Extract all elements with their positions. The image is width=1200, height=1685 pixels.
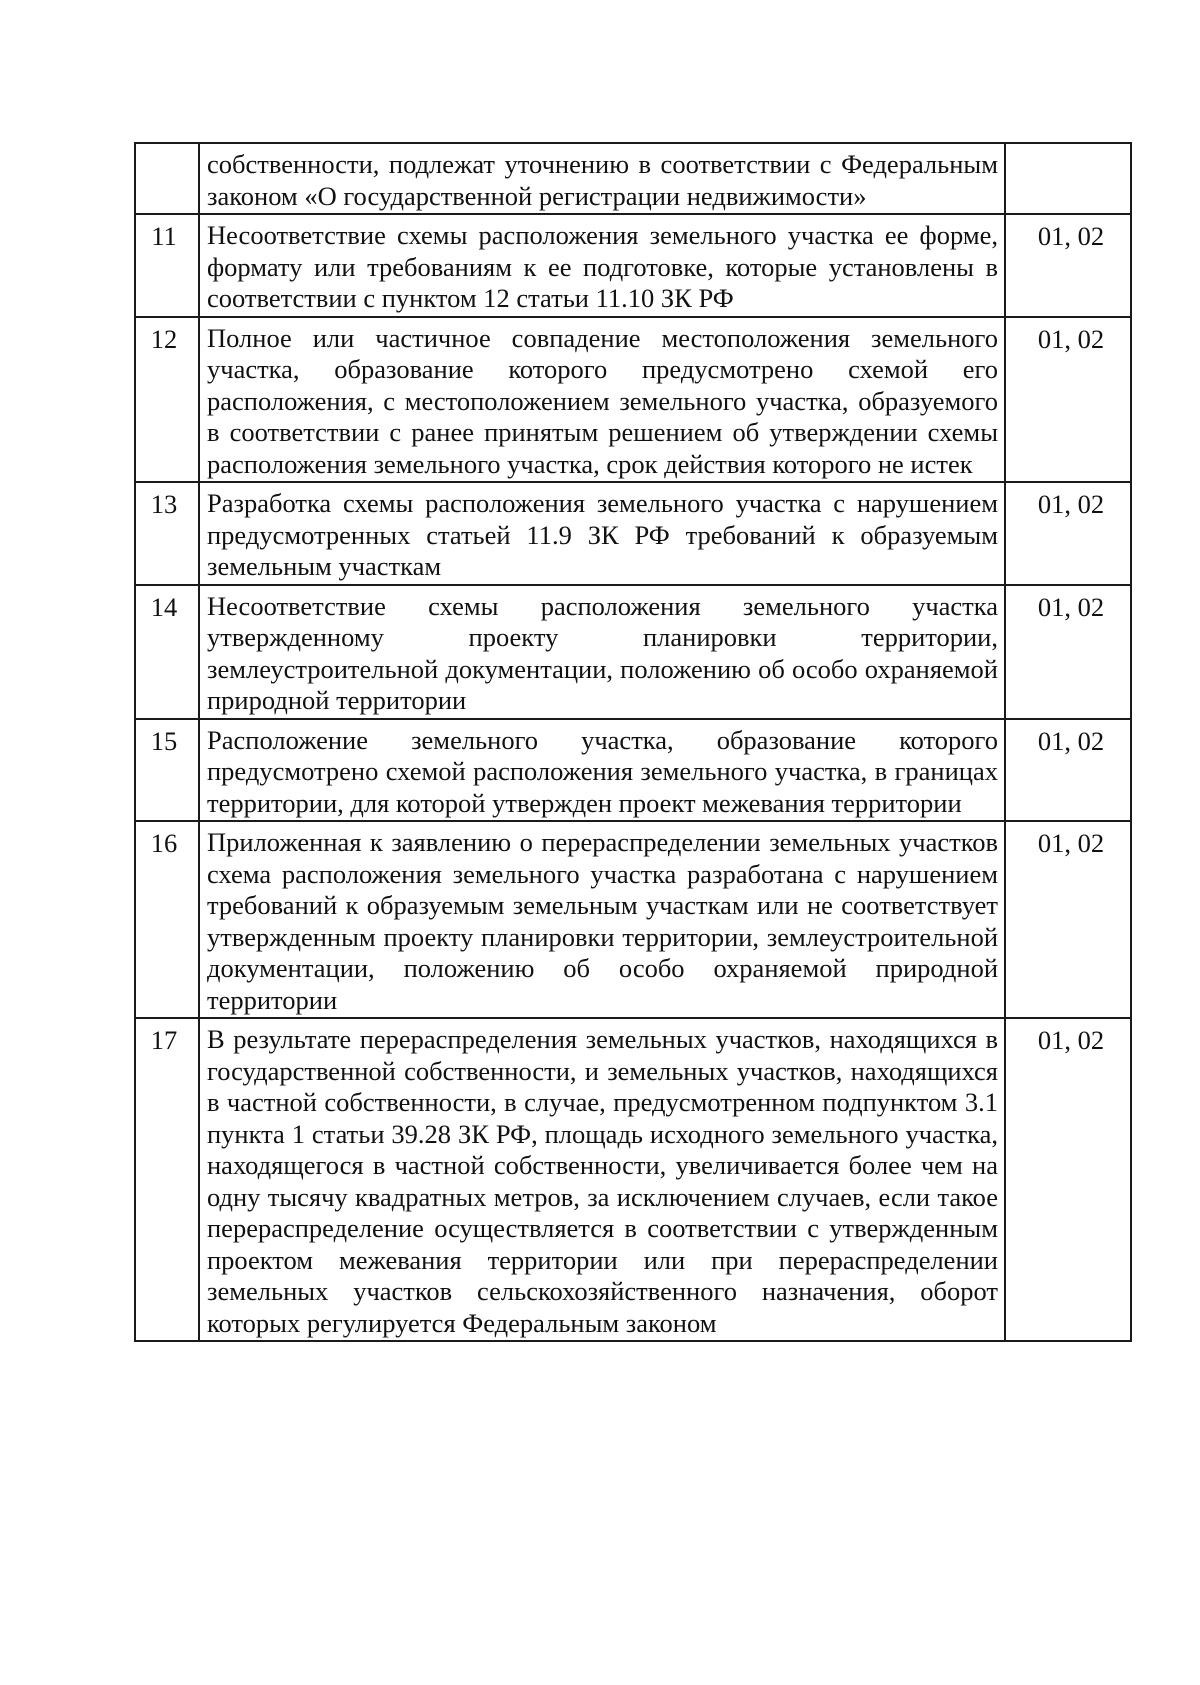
table-row bbox=[135, 719, 1131, 822]
table-row bbox=[135, 317, 1131, 483]
row-number: 17 bbox=[135, 1018, 199, 1341]
row-text: В результате перераспределения земельных участков, находящихся в государственной собственности, и земельных участков, находящихся в частной собственности, в случае, предусмотренном подпунктом 3.1 пункта 1 статьи 39.28 ЗК РФ, площадь исходного земельного участка, находящегося в частной собственности, увеличивается более чем на одну тысячу квадратных метров, за исключением случаев, если такое перераспределение осуществляется в соответствии с утвержденным проектом межевания территории или при перераспределении земельных участков сельскохозяйственного назначения, оборот которых регулируется Федеральным законом bbox=[199, 1018, 1005, 1341]
row-text: Несоответствие схемы расположения земельного участка ее форме, формату или требованиям к ее подготовке, которые установлены в соответствии с пунктом 12 статьи 11.10 ЗК РФ bbox=[199, 214, 1005, 317]
row-codes: 01, 02 bbox=[1005, 214, 1131, 317]
row-number: 11 bbox=[135, 214, 199, 317]
row-number: 15 bbox=[135, 719, 199, 822]
row-codes: 01, 02 bbox=[1005, 719, 1131, 822]
row-text: собственности, подлежат уточнению в соответствии с Федеральным законом «О государственной регистрации недвижимости» bbox=[199, 143, 1005, 214]
row-text: Разработка схемы расположения земельного участка с нарушением предусмотренных статьей 11.9 ЗК РФ требований к образуемым земельным участкам bbox=[199, 482, 1005, 585]
table-row bbox=[135, 1018, 1131, 1341]
row-number: 12 bbox=[135, 317, 199, 483]
row-codes: 01, 02 bbox=[1005, 317, 1131, 483]
row-text: Приложенная к заявлению о перераспределении земельных участков схема расположения земельного участка разработана с нарушением требований к образуемым земельным участкам или не соответствует утвержденным проекту планировки территории, землеустроительной документации, положению об особо охраняемой природной территории bbox=[199, 821, 1005, 1018]
row-codes: 01, 02 bbox=[1005, 585, 1131, 719]
row-text: Несоответствие схемы расположения земельного участка утвержденному проекту планировки территории, землеустроительной документации, положению об особо охраняемой природной территории bbox=[199, 585, 1005, 719]
table-body bbox=[135, 143, 1131, 1341]
table-row bbox=[135, 821, 1131, 1018]
table-row bbox=[135, 214, 1131, 317]
table-row bbox=[135, 143, 1131, 214]
row-number: 14 bbox=[135, 585, 199, 719]
refusal-grounds-table bbox=[134, 142, 1132, 1342]
row-codes bbox=[1005, 143, 1131, 214]
row-codes: 01, 02 bbox=[1005, 1018, 1131, 1341]
row-number: 16 bbox=[135, 821, 199, 1018]
row-codes: 01, 02 bbox=[1005, 482, 1131, 585]
row-text: Расположение земельного участка, образование которого предусмотрено схемой расположения земельного участка, в границах территории, для которой утвержден проект межевания территории bbox=[199, 719, 1005, 822]
table-row bbox=[135, 585, 1131, 719]
row-number: 13 bbox=[135, 482, 199, 585]
row-text: Полное или частичное совпадение местоположения земельного участка, образование которого предусмотрено схемой его расположения, с местоположением земельного участка, образуемого в соответствии с ранее принятым решением об утверждении схемы расположения земельного участка, срок действия которого не истек bbox=[199, 317, 1005, 483]
table-row bbox=[135, 482, 1131, 585]
row-codes: 01, 02 bbox=[1005, 821, 1131, 1018]
row-number bbox=[135, 143, 199, 214]
